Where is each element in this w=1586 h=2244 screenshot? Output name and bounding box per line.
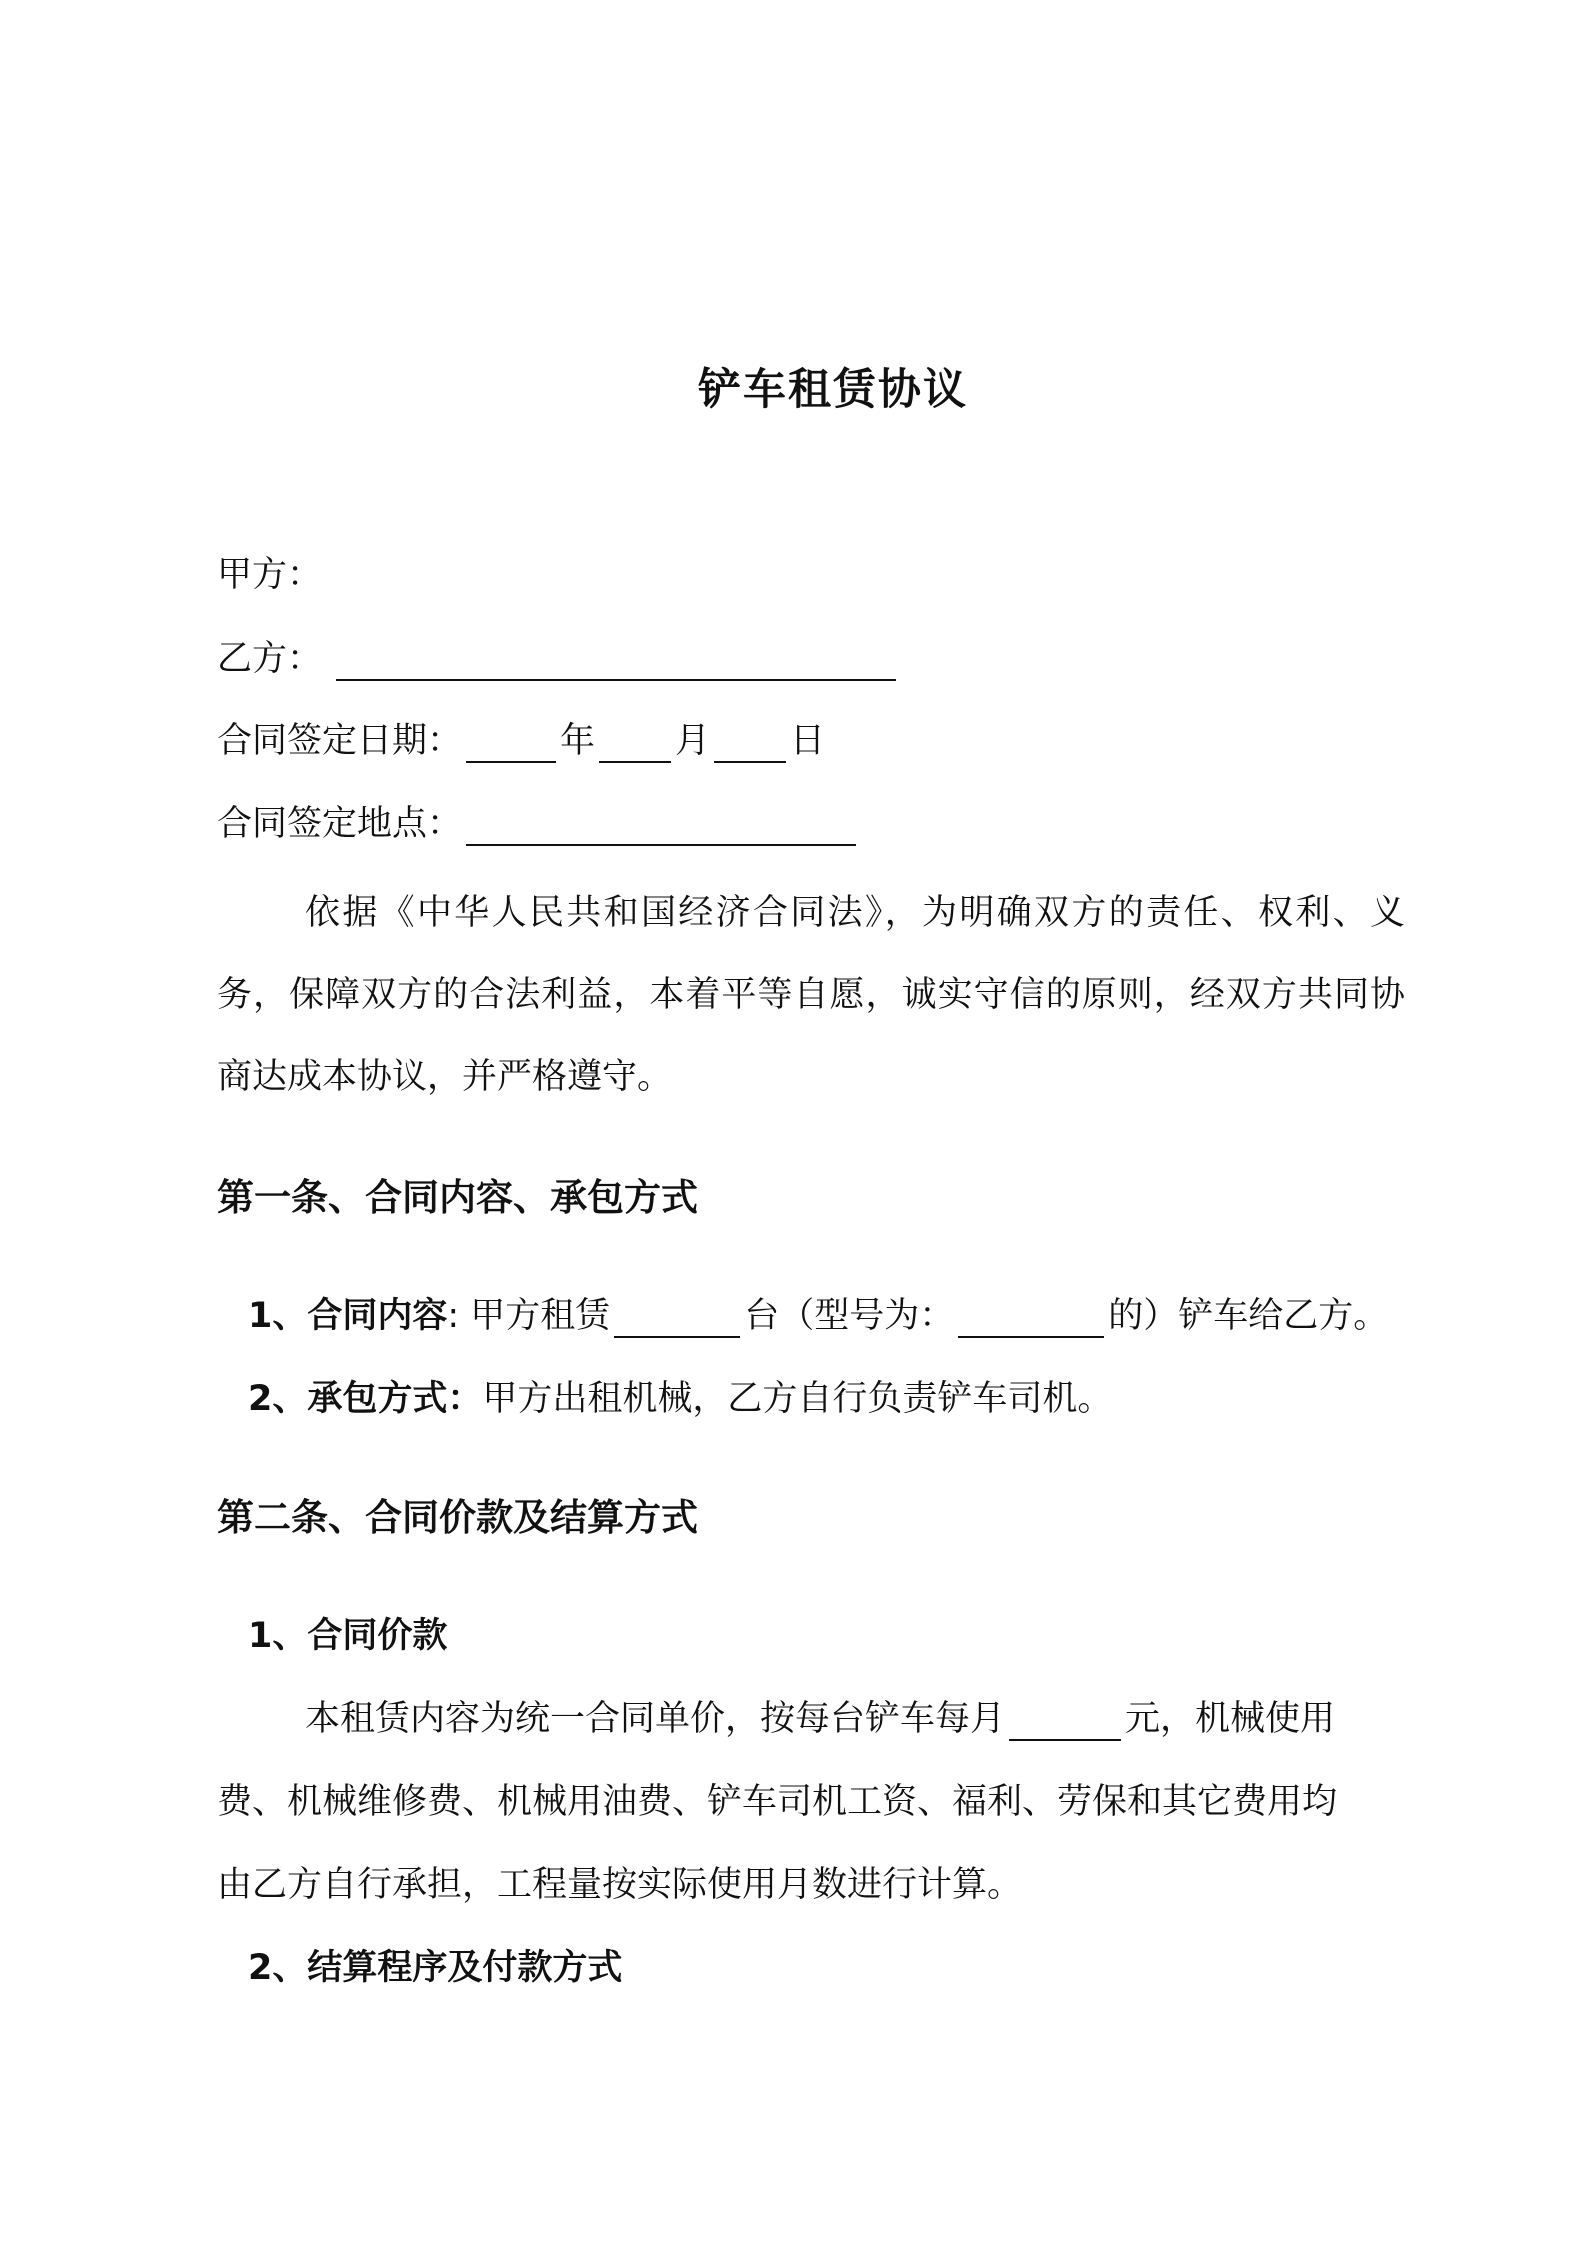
party-a-line	[217, 553, 322, 597]
price-line-1	[305, 1697, 1335, 1741]
item-2-label: 2、承包方式：	[248, 1379, 483, 1419]
month-label: 月	[675, 721, 711, 761]
monthly-price-blank[interactable]	[1009, 1703, 1121, 1741]
sign-place-blank[interactable]	[466, 808, 856, 846]
year-label: 年	[560, 721, 596, 761]
preamble-paragraph: 依据《中华人民共和国经济合同法》，为明确双方的责任、权利、义务，保障双方的合法利益，本着平等自愿，诚实守信的原则，经双方共同协商达成本协议，并严格遵守。	[217, 893, 1405, 1097]
day-blank[interactable]	[714, 725, 786, 763]
party-b-blank[interactable]	[336, 643, 896, 681]
article-1-heading: 第一条、合同内容、承包方式	[217, 1176, 698, 1219]
party-a-label: 甲方：	[217, 555, 323, 595]
year-blank[interactable]	[466, 725, 556, 763]
quantity-blank[interactable]	[614, 1300, 740, 1338]
sign-date-line	[217, 719, 825, 763]
sign-date-label: 合同签定日期：	[217, 721, 463, 761]
party-b-label: 乙方：	[217, 639, 323, 679]
document-title: 铲车租赁协议	[698, 365, 968, 415]
price-line-2: 费、机械维修费、机械用油费、铲车司机工资、福利、劳保和其它费用均	[217, 1782, 1338, 1822]
price-text-b: 元，机械使用	[1125, 1699, 1336, 1739]
price-line-3: 由乙方自行承担，工程量按实际使用月数进行计算。	[217, 1865, 1023, 1905]
article-1-item-1	[248, 1294, 1388, 1338]
article-2-sub-1: 1、合同价款	[248, 1616, 448, 1656]
article-2-heading: 第二条、合同价款及结算方式	[217, 1496, 698, 1539]
price-text-a: 本租赁内容为统一合同单价，按每台铲车每月	[305, 1699, 1006, 1739]
article-2-sub-2: 2、结算程序及付款方式	[248, 1948, 623, 1988]
item-1-label: 1、合同内容	[248, 1296, 448, 1336]
item-2-text: 甲方出租机械，乙方自行负责铲车司机。	[482, 1379, 1113, 1419]
article-1-item-2	[248, 1377, 1112, 1421]
sign-place-label: 合同签定地点：	[217, 804, 463, 844]
item-1-text-c: 的）铲车给乙方。	[1108, 1296, 1389, 1336]
month-blank[interactable]	[599, 725, 671, 763]
item-1-text-a: : 甲方租赁	[447, 1296, 611, 1336]
sign-place-line	[217, 802, 860, 846]
party-b-line	[217, 637, 900, 681]
item-1-text-b: 台（型号为：	[744, 1296, 955, 1336]
day-label: 日	[790, 721, 826, 761]
model-blank[interactable]	[958, 1300, 1104, 1338]
